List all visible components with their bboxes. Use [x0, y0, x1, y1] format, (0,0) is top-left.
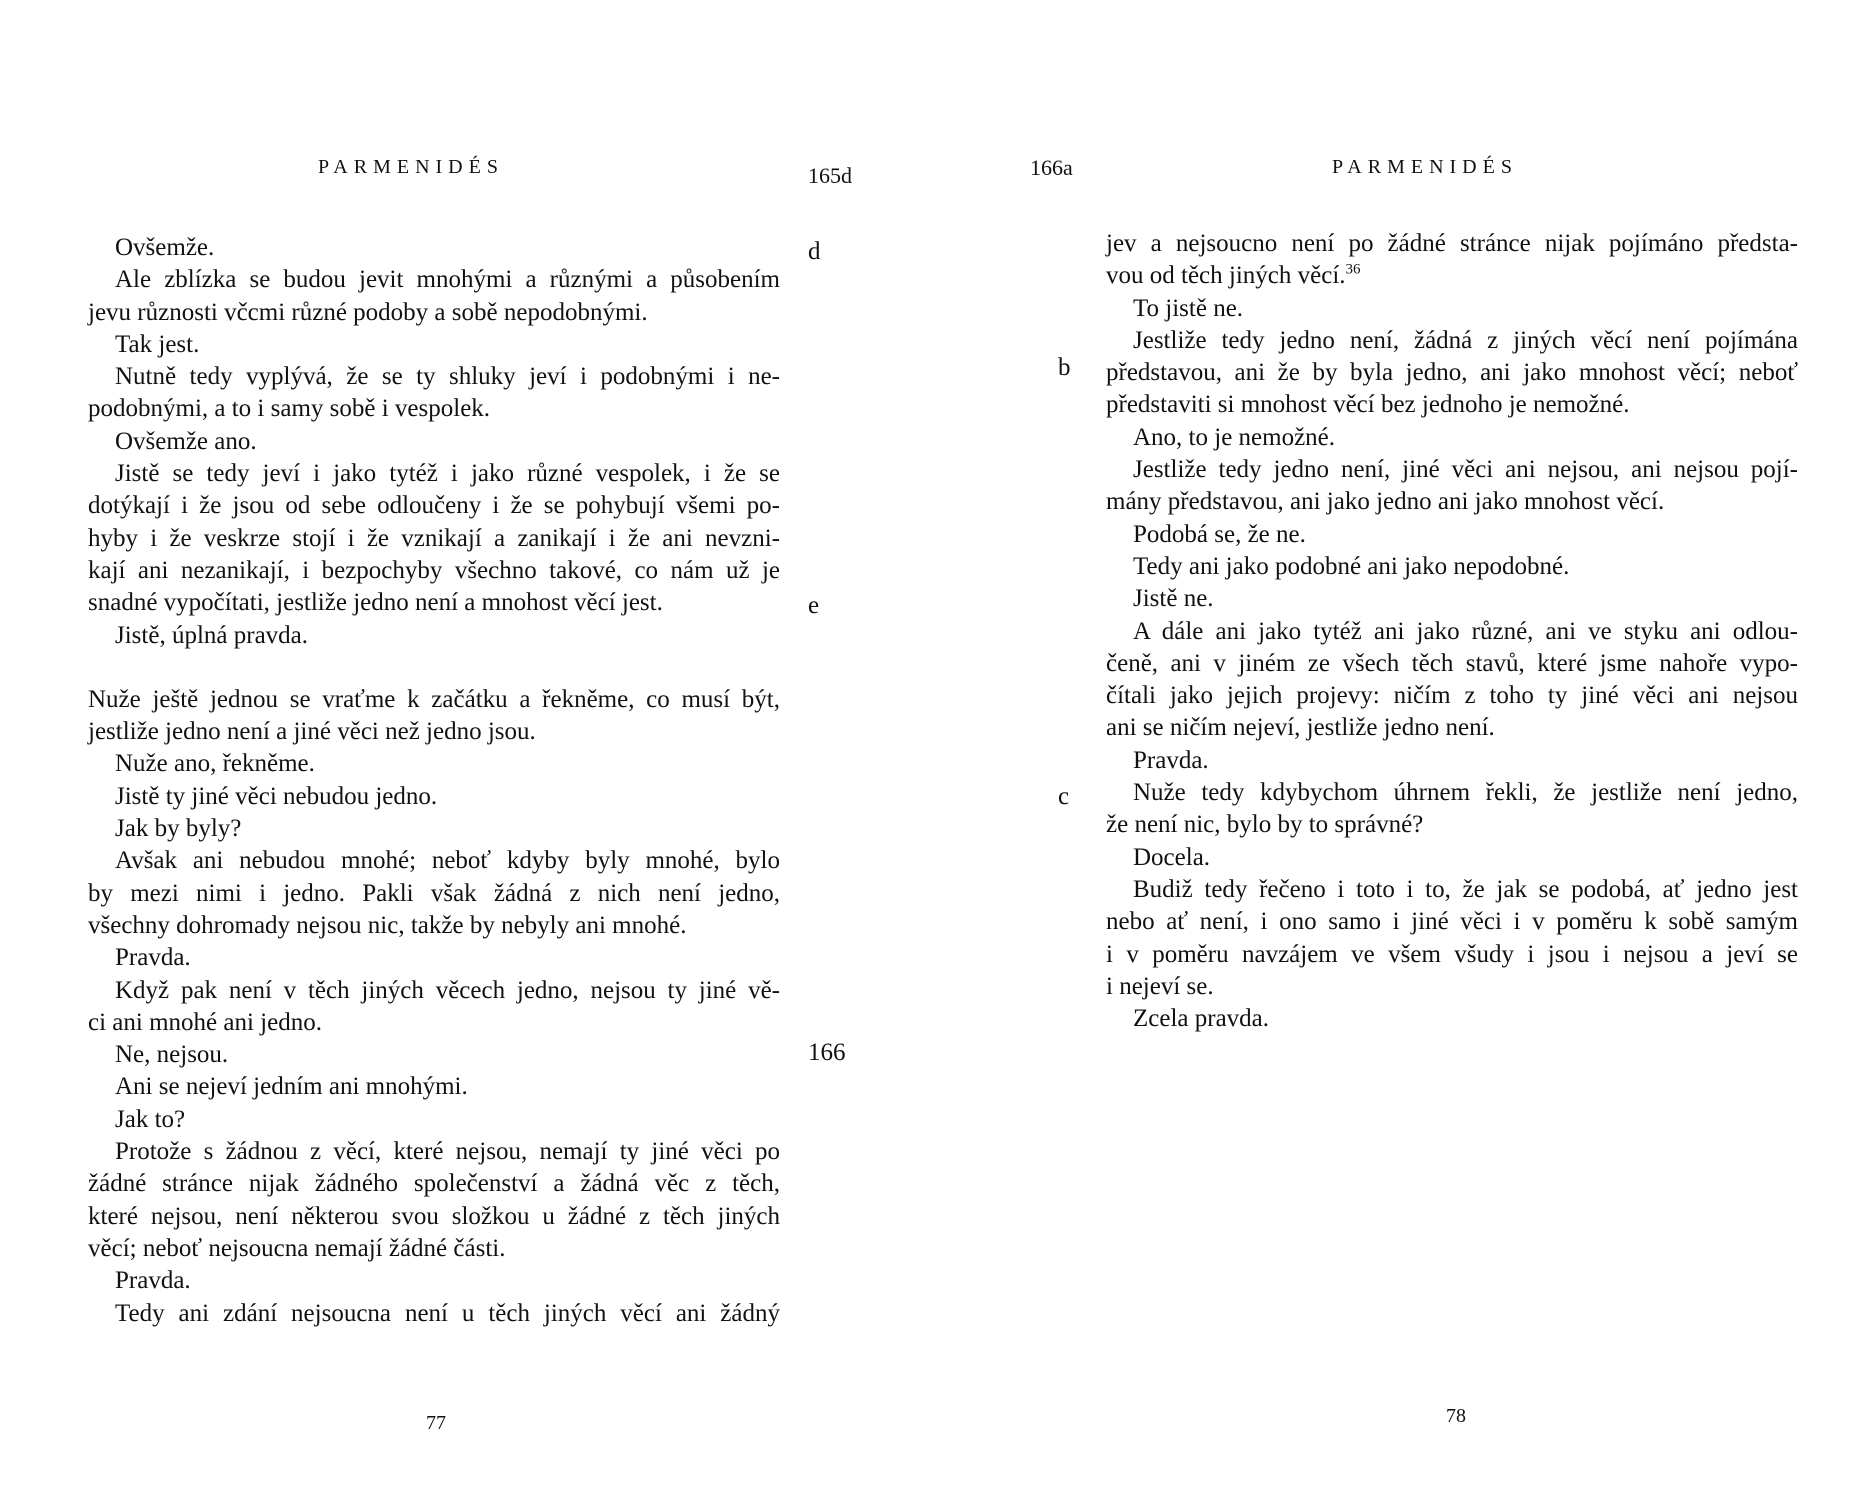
text-line: Budiž tedy řečeno i toto i to, že jak se podobá, ať jedno jest	[1133, 875, 1798, 903]
text-line: Ovšemže.	[115, 234, 215, 261]
text-line: Podobá se, že ne.	[1133, 520, 1306, 548]
text-line-content: vou od těch jiných věcí.	[1106, 262, 1346, 290]
text-line: Ano, to je nemožné.	[1133, 423, 1336, 451]
right-body-text	[1106, 228, 1798, 1035]
text-line: podobnými, a to i samy sobě i vespolek.	[88, 395, 491, 423]
text-line: Ne, nejsou.	[115, 1041, 229, 1069]
text-line: Zcela pravda.	[1133, 1005, 1270, 1033]
text-line: snadné vypočítati, jestliže jedno není a mnohost věcí jest.	[88, 589, 663, 617]
left-body-text	[88, 232, 780, 1330]
text-line: že není nic, bylo by to správné?	[1106, 811, 1424, 839]
text-line: Tedy ani zdání nejsoucna není u těch jiných věcí ani žádný	[115, 1299, 780, 1327]
text-line: všechny dohromady nejsou nic, takže by nebyly ani mnohé.	[88, 911, 687, 939]
margin-number-166: 166	[808, 1039, 846, 1066]
text-line: jestliže jedno není a jiné věci než jedno jsou.	[88, 718, 536, 746]
text-line: jevu různosti včcmi různé podoby a sobě nepodobnými.	[88, 298, 648, 326]
text-line: Pravda.	[115, 1267, 191, 1295]
right-running-head: PARMENIDÉS	[1332, 156, 1518, 178]
text-line: i v poměru navzájem ve všem všudy i jsou i nejsou a jeví se	[1106, 940, 1798, 968]
text-line: žádné stránce nijak žádného společenství a žádná věc z těch,	[88, 1170, 780, 1198]
text-line: To jistě ne.	[1133, 294, 1244, 322]
left-running-head: PARMENIDÉS	[318, 156, 504, 178]
text-line: Jak to?	[115, 1105, 186, 1133]
text-line: Nuže ještě jednou se vraťme k začátku a řekněme, co musí být,	[88, 685, 780, 713]
margin-letter-d: d	[808, 238, 821, 265]
text-line: Jestliže tedy jedno není, jiné věci ani nejsou, ani nejsou pojí-	[1133, 456, 1798, 484]
text-line: Jak by byly?	[115, 815, 242, 843]
text-line	[1106, 260, 1798, 292]
text-line: mány představou, ani jako jedno ani jako mnohost věcí.	[1106, 488, 1665, 516]
text-line: by mezi nimi i jedno. Pakli však žádná z nich není jedno,	[88, 879, 780, 907]
margin-letter-e: e	[808, 592, 820, 619]
text-line: Ani se nejeví jedním ani mnohými.	[115, 1073, 468, 1101]
text-line: Avšak ani nebudou mnohé; neboť kdyby byly mnohé, bylo	[115, 847, 780, 875]
text-line: Tedy ani jako podobné ani jako nepodobné.	[1133, 552, 1570, 580]
text-line: Pravda.	[1133, 746, 1209, 774]
text-line: věcí; neboť nejsoucna nemají žádné části.	[88, 1234, 506, 1262]
text-line: představiti si mnohost věcí bez jednoho je nemožné.	[1106, 391, 1630, 419]
text-line: Pravda.	[115, 944, 191, 972]
text-line: Jistě ty jiné věci nebudou jedno.	[115, 782, 438, 810]
text-line: nebo ať není, i ono samo i jiné věci i v poměru k sobě samým	[1106, 908, 1798, 936]
text-line: Ovšemže ano.	[115, 427, 257, 455]
left-page-number: 77	[426, 1412, 446, 1434]
text-line: Jistě, úplná pravda.	[115, 621, 309, 649]
text-line: představou, ani že by byla jedno, ani jako mnohost věcí; neboť	[1106, 359, 1798, 387]
text-line: dotýkají i že jsou od sebe odloučeny i že se pohybují všemi po-	[88, 492, 780, 520]
left-stephanus-reference: 165d	[808, 163, 852, 188]
text-line: Když pak není v těch jiných věcech jedno, nejsou ty jiné vě-	[115, 976, 780, 1004]
text-line: Nuže ano, řekněme.	[115, 750, 315, 778]
text-line: Jestliže tedy jedno není, žádná z jiných věcí není pojímána	[1133, 326, 1798, 354]
text-line: Docela.	[1133, 843, 1211, 871]
text-line: ci ani mnohé ani jedno.	[88, 1008, 322, 1036]
text-line: A dále ani jako tytéž ani jako různé, ani ve styku ani odlou-	[1133, 617, 1798, 645]
text-line: Ale zblízka se budou jevit mnohými a různými a působením	[115, 266, 780, 294]
margin-letter-c: c	[1058, 783, 1070, 810]
right-page-number: 78	[1446, 1405, 1466, 1427]
text-line: Tak jest.	[115, 330, 200, 358]
text-line: kají ani nezanikají, i bezpochyby všechno takové, co nám už je	[88, 556, 780, 584]
margin-letter-b: b	[1058, 354, 1071, 381]
section-gap	[88, 652, 780, 684]
text-line: Protože s žádnou z věcí, které nejsou, nemají ty jiné věci po	[115, 1138, 780, 1166]
right-stephanus-reference: 166a	[1030, 155, 1073, 180]
text-line: i nejeví se.	[1106, 972, 1214, 1000]
text-line: čeně, ani v jiném ze všech těch stavů, které jsme nahoře vypo-	[1106, 649, 1798, 677]
footnote-marker: 36	[1345, 261, 1361, 278]
text-line: Jistě se tedy jeví i jako tytéž i jako různé vespolek, i že se	[115, 460, 780, 488]
text-line: Nutně tedy vyplývá, že se ty shluky jeví i podobnými i ne-	[115, 363, 780, 391]
text-line: Jistě ne.	[1133, 585, 1214, 613]
text-line: hyby i že veskrze stojí i že vznikají a zanikají i že ani nevzni-	[88, 524, 780, 552]
text-line: ani se ničím nejeví, jestliže jedno není.	[1106, 714, 1495, 742]
text-line: jev a nejsoucno není po žádné stránce nijak pojímáno předsta-	[1106, 230, 1798, 257]
text-line: Nuže tedy kdybychom úhrnem řekli, že jestliže není jedno,	[1133, 779, 1798, 807]
text-line: čítali jako jejich projevy: ničím z toho ty jiné věci ani nejsou	[1106, 682, 1798, 710]
text-line: které nejsou, není některou svou složkou u žádné z těch jiných	[88, 1202, 780, 1230]
